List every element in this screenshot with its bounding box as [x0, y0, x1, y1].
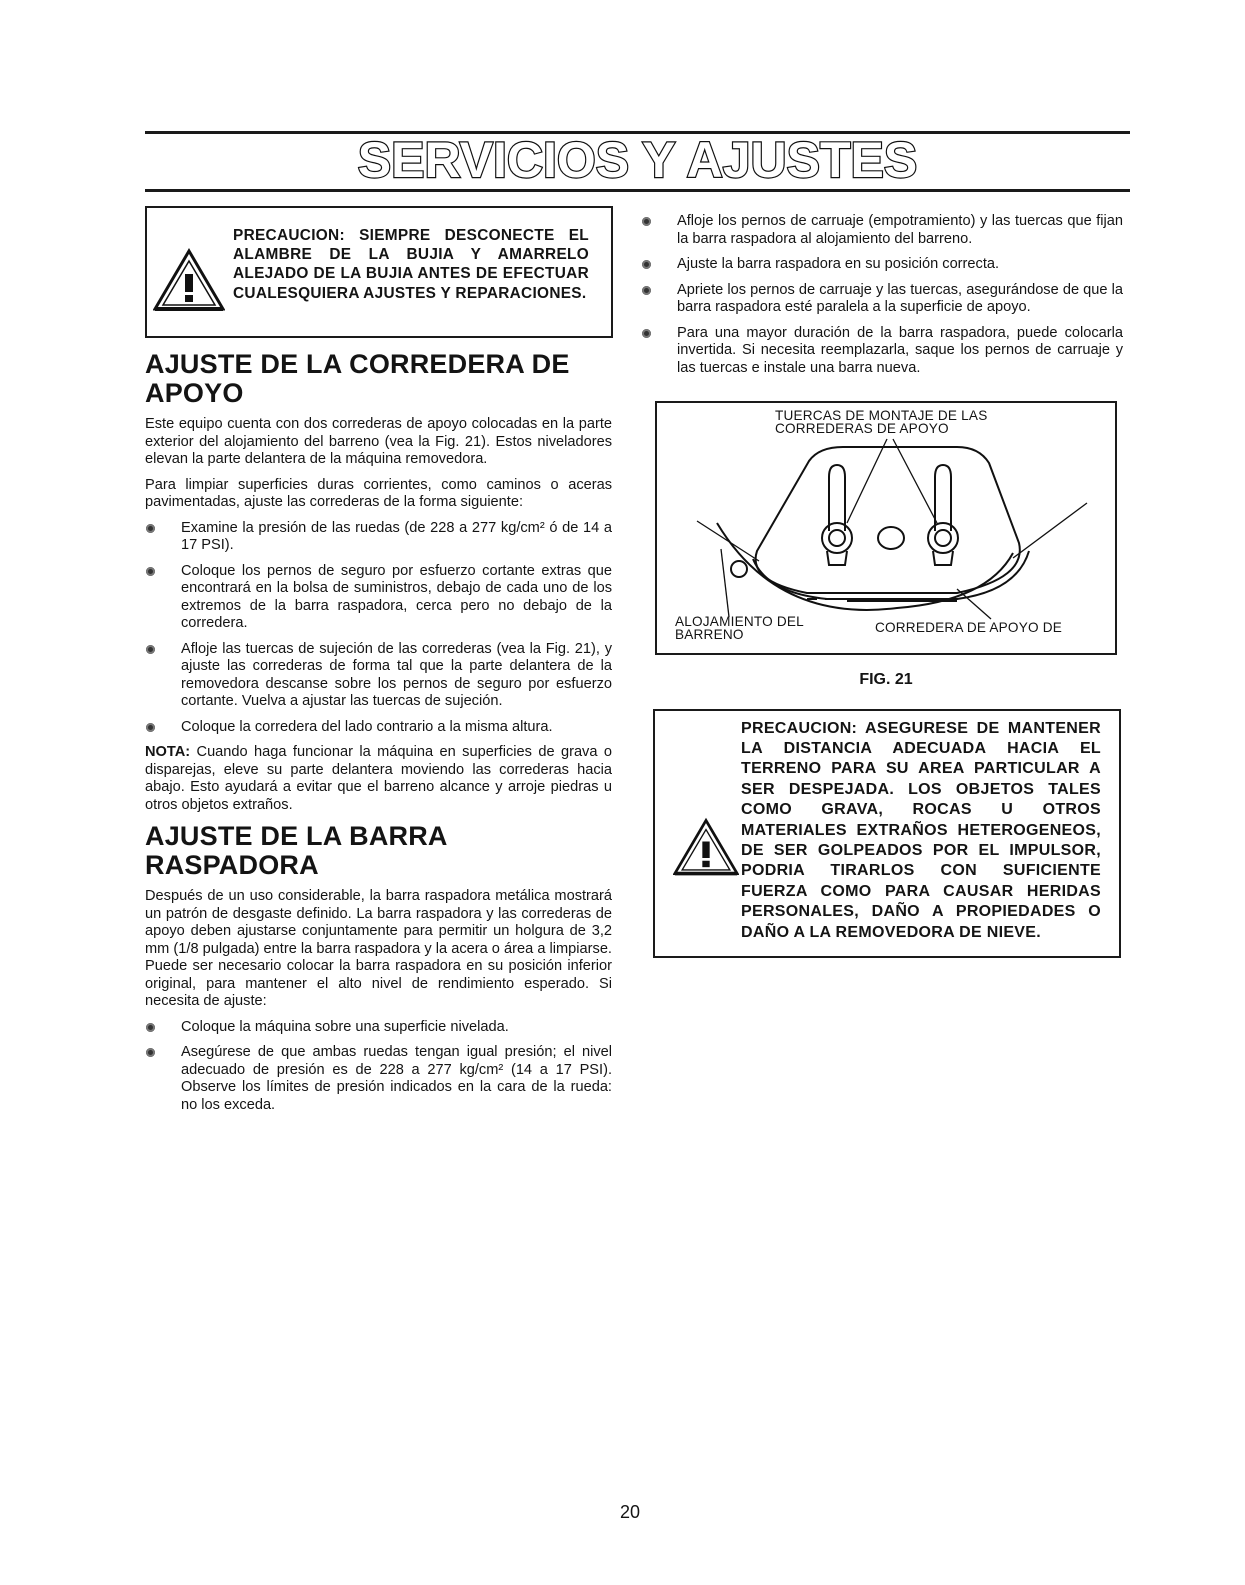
list-item: Examine la presión de las ruedas (de 228 a 277 kg/cm² ó de 14 a 17 PSI).: [145, 520, 612, 555]
warning-box-disconnect: [145, 206, 613, 338]
figure-label-skid-shoe: CORREDERA DE APOYO DE: [875, 620, 1063, 635]
section-heading-barra: AJUSTE DE LA BARRA RASPADORA: [145, 821, 447, 880]
figure-label-auger-housing: ALOJAMIENTO DEL BARRENO: [675, 614, 804, 642]
bullet-dot-icon: [146, 723, 155, 732]
bullet-dot-icon: [642, 329, 651, 338]
warning-triangle-icon: [153, 248, 225, 312]
paragraph: Este equipo cuenta con dos correderas de apoyo colocadas en la parte exterior del alojamiento del barreno (vea la Fig. 21). Estos niveladores elevan la parte delantera de la máquina removedora.: [145, 416, 612, 467]
figure-caption: FIG. 21: [859, 671, 913, 688]
paragraph: Después de un uso considerable, la barra raspadora metálica mostrará un patrón de desgaste definido. La barra raspadora y las correderas de apoyo deben ajustarse conjuntamente para permitir un holgura de 3,2 mm (1/8 pulgada) entre la barra raspadora y la acera o área a limpiarse. Puede ser necesario colocar la barra raspadora en su posición inferior original, para mantener el alto nivel de rendimiento esperado. Si necesita de ajuste:: [145, 888, 612, 1009]
page-number: 20: [619, 1502, 641, 1522]
figure-21-frame: [655, 401, 1117, 655]
list-item: Asegúrese de que ambas ruedas tengan igual presión; el nivel adecuado de presión es de 228 a 277 kg/cm² (14 a 17 PSI). Observe los límites de presión indicados en la cara de la rueda: no los exceda.: [145, 1044, 612, 1114]
list-item: Afloje las tuercas de sujeción de las correderas (vea la Fig. 21), y ajuste las correderas de forma tal que la parte delantera de la removedora descanse sobre los pernos de seguro por esfuerzo cortante. Vuelva a ajustar las tuercas de sujeción.: [145, 641, 612, 711]
bullet-dot-icon: [642, 260, 651, 269]
bullet-list-barra: [145, 1019, 612, 1115]
figure-label-mounting-nuts: TUERCAS DE MONTAJE DE LAS CORREDERAS DE APOYO: [775, 408, 988, 436]
note-paragraph: [145, 744, 612, 814]
note-label: NOTA:: [145, 744, 191, 760]
list-item: Para una mayor duración de la barra raspadora, puede colocarla invertida. Si necesita reemplazarla, saque los pernos de carruaje y las tuercas e instale una barra nueva.: [641, 325, 1123, 378]
section-heading-corredera: AJUSTE DE LA CORREDERA DE APOYO: [145, 349, 570, 408]
right-column: [641, 213, 1123, 958]
bullet-dot-icon: [146, 1048, 155, 1057]
left-column: [145, 206, 612, 1122]
paragraph: Para limpiar superficies duras corrientes, como caminos o aceras pavimentadas, ajuste las correderas de la forma siguiente:: [145, 476, 612, 510]
bullet-dot-icon: [146, 1023, 155, 1032]
list-item: Apriete los pernos de carruaje y las tuercas, asegurándose de que la barra raspadora esté paralela a la superficie de apoyo.: [641, 282, 1123, 317]
warning-triangle-icon: [673, 817, 739, 877]
bullet-dot-icon: [642, 286, 651, 295]
bullet-dot-icon: [146, 524, 155, 533]
bullet-dot-icon: [642, 217, 651, 226]
warning-box-clearance: [653, 709, 1121, 958]
page-title: SERVICIOS Y AJUSTES: [357, 132, 918, 188]
list-item: Coloque los pernos de seguro por esfuerzo cortante extras que encontrará en la bolsa de suministros, debajo de cada uno de los extremos de la barra raspadora, cerca pero no debajo de la corredera.: [145, 563, 612, 633]
bullet-dot-icon: [146, 567, 155, 576]
list-item: Coloque la máquina sobre una superficie nivelada.: [145, 1019, 612, 1037]
warning-text: PRECAUCION: ASEGURESE DE MANTENER LA DISTANCIA ADECUADA HACIA EL TERRENO PARA SU AREA PARTICULAR A SER DESPEJADA. LOS OBJETOS TALES COMO GRAVA, ROCAS U OTROS MATERIALES EXTRAÑOS HETEROGENEOS, DE SER GOLPEADOS POR EL IMPULSOR, PODRIA TIRARLOS CON SUFICIENTE FUERZA COMO PARA CAUSAR HERIDAS PERSONALES, DAÑO A PROPIEDADES O DAÑO A LA REMOVEDORA DE NIEVE.: [741, 719, 1101, 941]
title-rule-bottom: [145, 189, 1130, 192]
note-text: Cuando haga funcionar la máquina en superficies de grava o disparejas, eleve su parte delantera moviendo las correderas hacia abajo. Esto ayudará a evitar que el barreno alcance y arroje piedras u otros objetos extraños.: [145, 744, 612, 813]
bullet-list-right: [641, 213, 1123, 377]
warning-text: PRECAUCION: SIEMPRE DESCONECTE EL ALAMBRE DE LA BUJIA Y AMARRELO ALEJADO DE LA BUJIA ANTES DE EFECTUAR CUALESQUIERA AJUSTES Y REPARACIONES.: [233, 227, 589, 302]
list-item: Ajuste la barra raspadora en su posición correcta.: [641, 256, 1123, 274]
bullet-dot-icon: [146, 645, 155, 654]
list-item: Afloje los pernos de carruaje (empotramiento) y las tuercas que fijan la barra raspadora al alojamiento del barreno.: [641, 213, 1123, 248]
list-item: Coloque la corredera del lado contrario a la misma altura.: [145, 719, 612, 737]
bullet-list-corredera: [145, 520, 612, 737]
